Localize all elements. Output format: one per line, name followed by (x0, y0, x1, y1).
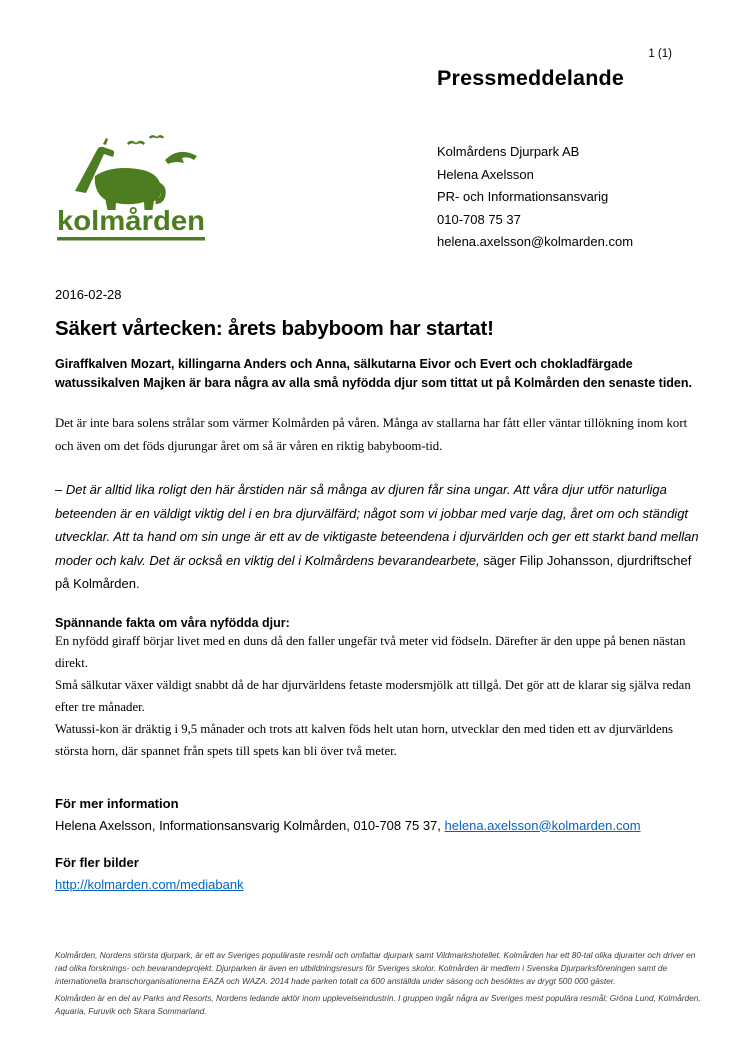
kolmarden-logo (57, 133, 207, 247)
quote-paragraph (55, 478, 707, 596)
contact-person: Helena Axelsson (437, 166, 534, 182)
mediabank-link[interactable]: http://kolmarden.com/mediabank (55, 876, 244, 892)
quote-italic-text: – Det är alltid lika roligt den här årstiden när så många av djuren får sina ungar. Att våra djur utför naturliga beteenden är en väldigt viktig del i en bra djurvälfärd; något som vi jobbar med varje dag, året om och ständigt utvecklar. Att ta hand om sin unge är ett av de viktigaste beteendena i djurvärlden och ger ett starkt band mellan moder och kalv. Det är också en viktig del i Kolmårdens bevarandearbete, (55, 482, 699, 568)
contact-phone: 010-708 75 37 (437, 211, 521, 227)
footer-paragraph-1: Kolmården, Nordens största djurpark, är ett av Sveriges populäraste resmål och omfattar djurpark samt Vildmarkshotellet. Kolmården har ett 80-tal olika djurarter och driver en rad olika forsknings- och bevarandeprojekt. Djurparken är även en utbildningsresurs för Sveriges skolor. Kolmården är medlem i Svenska Djurparksföreningen samt de internationella branschorganisationerna EAZA och WAZA. 2014 hade parken totalt ca 600 anställda under säsong och besöktes av drygt 500 000 gäster. (55, 950, 696, 986)
email-link[interactable]: helena.axelsson@kolmarden.com (444, 817, 641, 833)
contact-block (437, 141, 633, 254)
logo-text: kolmården (57, 205, 205, 236)
fact-item-watussi: Watussi-kon är dräktig i 9,5 månader och trots att kalven föds helt utan horn, utvecklar den med tiden ett av djurvärldens största horn, där spannet från spets till spets kan bli över två meter. (55, 721, 674, 758)
document-type-title: Pressmeddelande (437, 66, 625, 90)
logo-underline (57, 237, 205, 241)
mediabank-line (55, 877, 707, 892)
article-body (55, 287, 707, 892)
date: 2016-02-28 (55, 287, 122, 302)
kolmarden-logo-graphic (57, 133, 207, 247)
footer-paragraph-2: Kolmården är en del av Parks and Resorts, Nordens ledande aktör inom upplevelseindustrin. I gruppen ingår några av Sveriges mest populära resmål; Gröna Lund, Kolmården, Aquaria, Furuvik och Skara Sommarland. (55, 993, 701, 1017)
footer (55, 949, 703, 1018)
more-images-heading: För fler bilder (55, 854, 139, 870)
more-info-heading: För mer information (55, 795, 179, 811)
more-info-text: Helena Axelsson, Informationsansvarig Kolmården, 010-708 75 37, (55, 817, 445, 833)
logo-animals-icon (75, 135, 197, 210)
facts-heading: Spännande fakta om våra nyfödda djur: (55, 615, 290, 630)
contact-role: PR- och Informationsansvarig (437, 189, 609, 205)
quote-attribution: säger Filip Johansson, djurdriftschef på Kolmården. (55, 552, 692, 591)
headline: Säkert vårtecken: årets babyboom har startat! (55, 317, 494, 340)
contact-email: helena.axelsson@kolmarden.com (437, 234, 634, 250)
lead-paragraph: Giraffkalven Mozart, killingarna Anders och Anna, sälkutarna Eivor och Evert och chokladfärgade watussikalven Majken är bara några av alla små nyfödda djur som tittat ut på Kolmården den senaste tiden. (55, 357, 692, 390)
fact-item-seal: Små sälkutar växer väldigt snabbt då de har djurvärldens fetaste modersmjölk att tillgå. Det gör att de klarar sig själva redan efter tre månader. (55, 677, 691, 714)
fact-item-giraffe: En nyfödd giraff börjar livet med en duns då den faller ungefär två meter vid födseln. Därefter är den uppe på benen nästan direkt. (55, 633, 686, 670)
contact-company: Kolmårdens Djurpark AB (437, 144, 580, 159)
page-number: 1 (1) (648, 48, 672, 60)
body-paragraph: Det är inte bara solens strålar som värmer Kolmården på våren. Många av stallarna har fått eller väntar tillökning inom kort och även om det föds djurungar året om så är våren en riktig babyboom-tid. (55, 416, 688, 453)
more-info-line (55, 818, 707, 833)
